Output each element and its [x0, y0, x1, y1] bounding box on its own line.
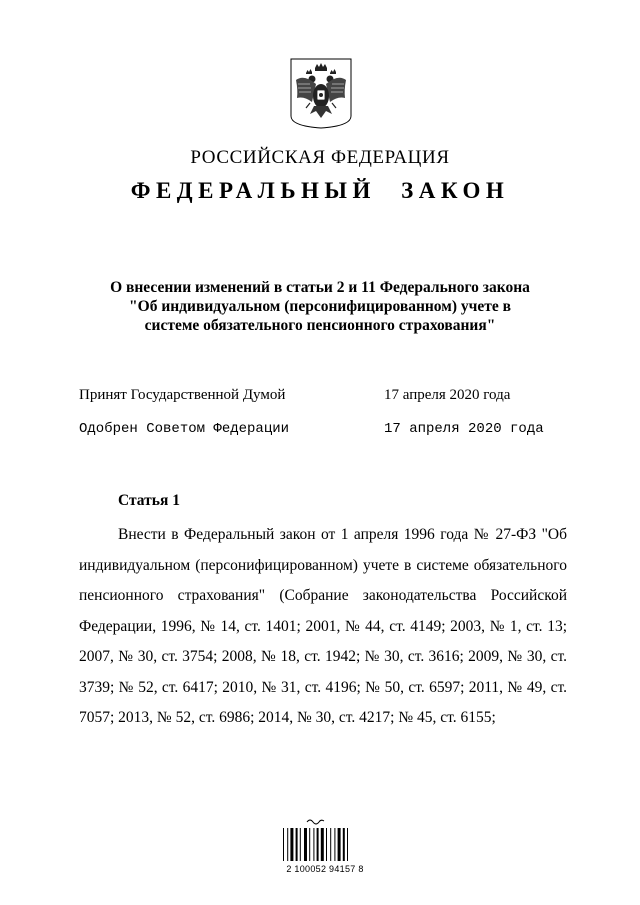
- council-approval-label: Одобрен Советом Федерации: [79, 421, 290, 437]
- coat-of-arms-icon: [288, 56, 354, 130]
- council-approval-date: 17 апреля 2020 года: [384, 421, 544, 437]
- article-body: Внести в Федеральный закон от 1 апреля 1996 года № 27-ФЗ "Об индивидуальном (персонифицированном) учете в системе обязательного пенсионного страхования" (Собрание законодательства Российской Федерации, 1996, № 14, ст. 1401; 2001, № 44, ст. 4149; 2003, № 1, ст. 13; 2007, № 30, ст. 3754; 2008, № 18, ст. 1942; № 30, ст. 3616; 2009, № 30, ст. 3739; № 52, ст. 6417; 2010, № 31, ст. 4196; № 50, ст. 6597; 2011, № 49, ст. 7057; 2013, № 52, ст. 6986; 2014, № 30, ст. 4217; № 45, ст. 6155;: [79, 526, 567, 726]
- country-name: РОССИЙСКАЯ ФЕДЕРАЦИЯ: [190, 147, 450, 168]
- duma-adoption-label: Принят Государственной Думой: [79, 387, 286, 403]
- article-heading: Статья 1: [118, 492, 180, 509]
- duma-adoption-date: 17 апреля 2020 года: [384, 387, 511, 403]
- barcode-icon: [281, 818, 361, 862]
- law-title-line-1: О внесении изменений в статьи 2 и 11 Федерального закона: [110, 279, 530, 296]
- barcode-number: 2 100052 94157 8: [286, 864, 364, 874]
- document-type: ФЕДЕРАЛЬНЫЙ ЗАКОН: [130, 178, 510, 203]
- law-title-line-3: системе обязательного пенсионного страхования": [144, 317, 496, 334]
- law-title: [0, 278, 640, 335]
- law-title-line-2: "Об индивидуальном (персонифицированном) учете в: [129, 298, 511, 315]
